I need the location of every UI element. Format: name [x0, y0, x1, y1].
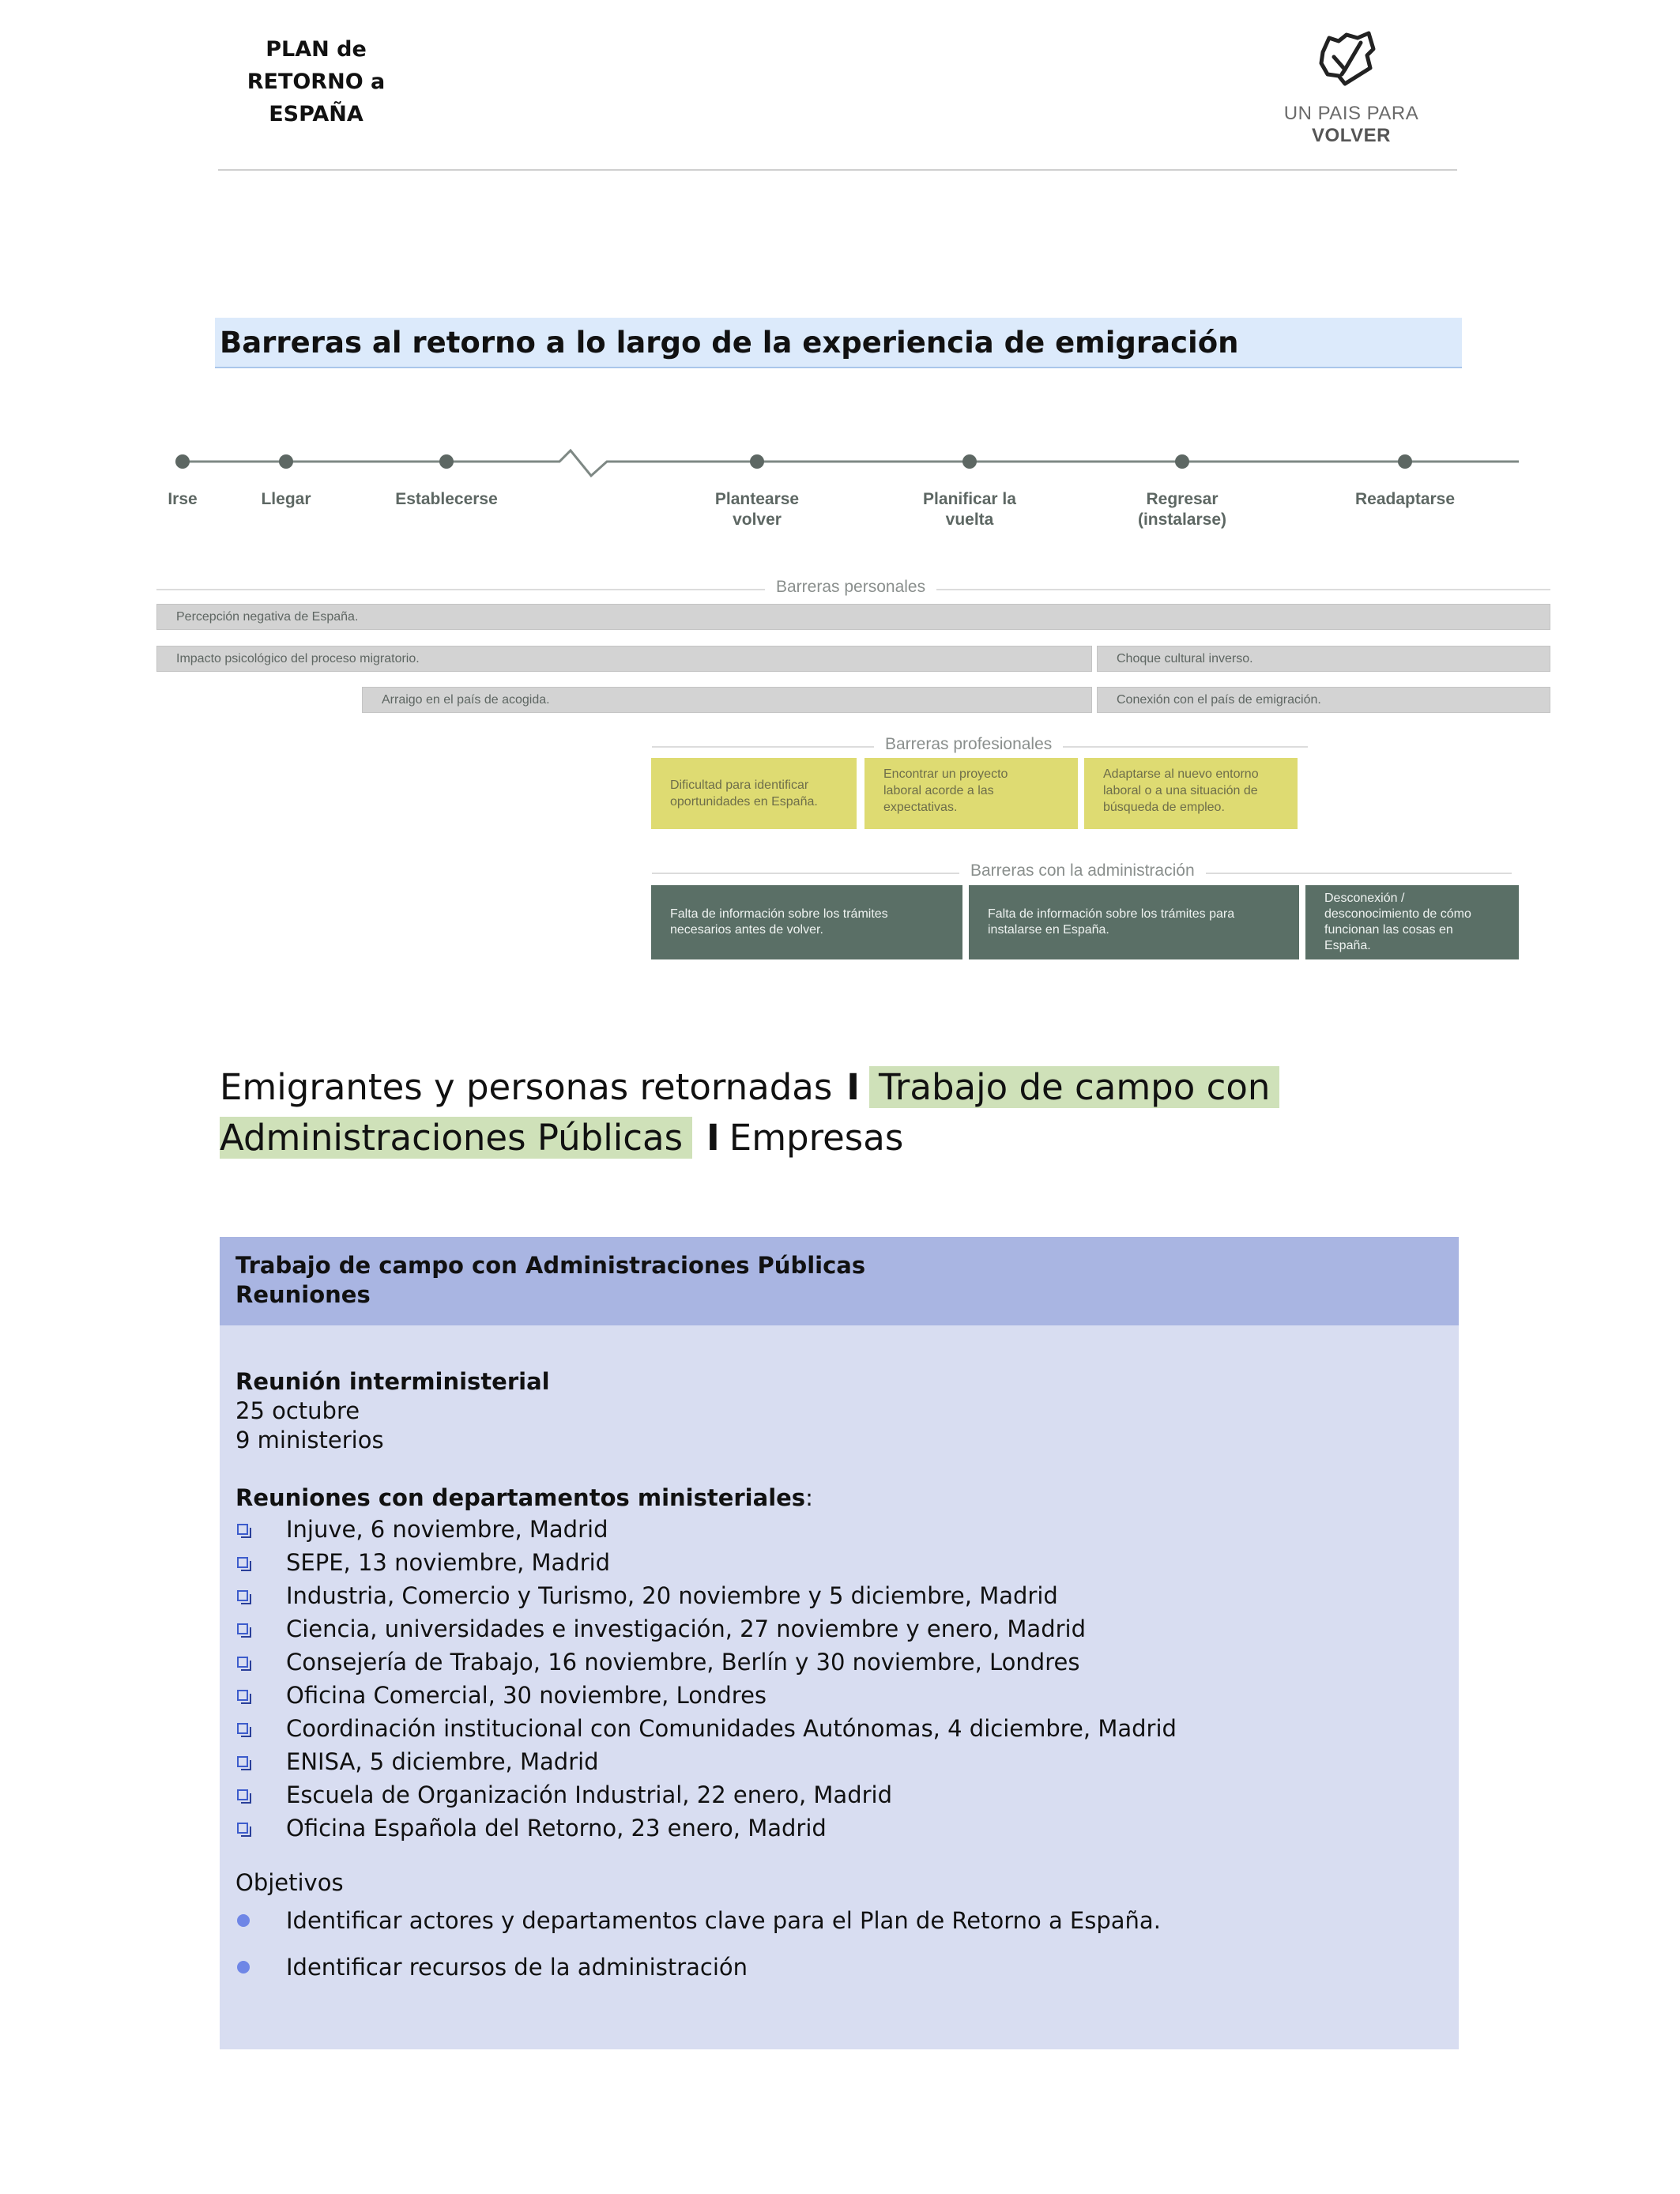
- bullet-dot-icon: [237, 1914, 250, 1927]
- timeline-dot: [175, 454, 190, 469]
- checkbox-bullet-icon: [237, 1524, 248, 1535]
- map-checkmark-icon: [1312, 28, 1383, 100]
- header-divider: [218, 169, 1457, 171]
- plan-title-line: PLAN de: [266, 37, 367, 62]
- heading-highlight: Trabajo de campo con: [869, 1066, 1279, 1108]
- checkbox-bullet-icon: [237, 1789, 248, 1800]
- timeline-stage: Planificar la vuelta: [923, 490, 1016, 529]
- objectives-list: [235, 1902, 1445, 1996]
- barrier-bar: Conexión con el país de emigración.: [1097, 687, 1550, 713]
- meetings-title: Reuniones con departamentos ministeriales: [235, 1484, 806, 1511]
- timeline-stage: Llegar: [261, 490, 311, 508]
- timeline-dot: [439, 454, 454, 469]
- timeline-dot: [962, 454, 977, 469]
- admin-barriers-label: Barreras con la administración: [959, 861, 1206, 880]
- timeline-stage: Establecerse: [395, 490, 498, 508]
- plan-title-line: ESPAÑA: [269, 102, 363, 126]
- barrier-bar: Arraigo en el país de acogida.: [362, 687, 1092, 713]
- timeline: [158, 443, 1533, 482]
- timeline-dot: [279, 454, 293, 469]
- section-heading: Barreras al retorno a lo largo de la experiencia de emigración: [215, 318, 1462, 368]
- list-item: Oficina Comercial, 30 noviembre, Londres: [235, 1679, 1445, 1712]
- timeline-line: [182, 450, 1519, 476]
- checkbox-bullet-icon: [237, 1590, 248, 1601]
- list-item: SEPE, 13 noviembre, Madrid: [235, 1546, 1445, 1579]
- list-item: Escuela de Organización Industrial, 22 enero, Madrid: [235, 1778, 1445, 1811]
- list-item: ENISA, 5 diciembre, Madrid: [235, 1745, 1445, 1778]
- admin-barrier-box: Falta de información sobre los trámites para instalarse en España.: [969, 885, 1299, 959]
- meetings-heading: [235, 1483, 1445, 1513]
- interministerial-count: 9 ministerios: [235, 1427, 384, 1453]
- heading-separator: I: [706, 1117, 720, 1159]
- list-item: Injuve, 6 noviembre, Madrid: [235, 1513, 1445, 1546]
- heading-highlight: Administraciones Públicas: [220, 1117, 692, 1159]
- professional-barriers-label: Barreras profesionales: [874, 735, 1063, 754]
- timeline-stage: Plantearse volver: [714, 490, 800, 529]
- fieldwork-heading: [220, 1062, 1484, 1163]
- checkbox-bullet-icon: [237, 1557, 248, 1568]
- professional-barrier-box: Dificultad para identificar oportunidades en España.: [651, 758, 857, 829]
- checkbox-bullet-icon: [237, 1657, 248, 1668]
- admin-barrier-box: Falta de información sobre los trámites necesarios antes de volver.: [651, 885, 962, 959]
- meetings-list: [235, 1513, 1445, 1845]
- barrier-bar: Percepción negativa de España.: [156, 604, 1550, 630]
- heading-emigrants: Emigrantes y personas retornadas: [220, 1066, 833, 1108]
- timeline-stage: Regresar (instalarse): [1137, 490, 1227, 529]
- list-item: Identificar actores y departamentos clave para el Plan de Retorno a España.: [235, 1902, 1445, 1949]
- panel-header: [220, 1237, 1459, 1325]
- plan-title-line: RETORNO a: [247, 70, 386, 94]
- fieldwork-heading-line: [220, 1113, 1484, 1163]
- checkbox-bullet-icon: [237, 1823, 248, 1834]
- timeline-stage: Irse: [168, 490, 198, 508]
- heading-companies: Empresas: [729, 1117, 904, 1159]
- panel-title: Trabajo de campo con Administraciones Públicas: [235, 1252, 866, 1279]
- list-item: Coordinación institucional con Comunidades Autónomas, 4 diciembre, Madrid: [235, 1712, 1445, 1745]
- interministerial-date: 25 octubre: [235, 1397, 360, 1424]
- meetings-colon: :: [805, 1484, 813, 1511]
- timeline-stage: Readaptarse: [1354, 490, 1456, 508]
- barrier-bar: Impacto psicológico del proceso migratorio.: [156, 646, 1092, 672]
- logo-text-bold: VOLVER: [1312, 125, 1391, 146]
- list-item: Ciencia, universidades e investigación, 27 noviembre y enero, Madrid: [235, 1612, 1445, 1646]
- logo: [1312, 28, 1383, 100]
- logo-text-regular: UN PAIS PARA: [1283, 103, 1419, 124]
- personal-barriers-label: Barreras personales: [765, 578, 936, 597]
- timeline-dot: [1398, 454, 1412, 469]
- list-item: Oficina Española del Retorno, 23 enero, Madrid: [235, 1811, 1445, 1845]
- list-item: Identificar recursos de la administración: [235, 1949, 1445, 1996]
- admin-barrier-box: Desconexión / desconocimiento de cómo funcionan las cosas en España.: [1305, 885, 1519, 959]
- timeline-dot: [1175, 454, 1189, 469]
- objectives-title: Objetivos: [235, 1869, 344, 1896]
- professional-barrier-box: Encontrar un proyecto laboral acorde a las expectativas.: [864, 758, 1078, 829]
- fieldwork-heading-line: [220, 1062, 1484, 1113]
- professional-barrier-box: Adaptarse al nuevo entorno laboral o a una situación de búsqueda de empleo.: [1084, 758, 1298, 829]
- checkbox-bullet-icon: [237, 1756, 248, 1767]
- panel-body: [235, 1367, 1445, 1996]
- checkbox-bullet-icon: [237, 1723, 248, 1734]
- heading-separator: I: [846, 1066, 861, 1108]
- plan-title: [237, 33, 395, 130]
- list-item: Consejería de Trabajo, 16 noviembre, Berlín y 30 noviembre, Londres: [235, 1646, 1445, 1679]
- checkbox-bullet-icon: [237, 1623, 248, 1634]
- bullet-dot-icon: [237, 1961, 250, 1973]
- panel-subtitle: Reuniones: [235, 1281, 371, 1308]
- interministerial-title: Reunión interministerial: [235, 1368, 550, 1395]
- logo-text: [1249, 103, 1454, 147]
- timeline-dot: [750, 454, 764, 469]
- checkbox-bullet-icon: [237, 1690, 248, 1701]
- list-item: Industria, Comercio y Turismo, 20 noviembre y 5 diciembre, Madrid: [235, 1579, 1445, 1612]
- barrier-bar: Choque cultural inverso.: [1097, 646, 1550, 672]
